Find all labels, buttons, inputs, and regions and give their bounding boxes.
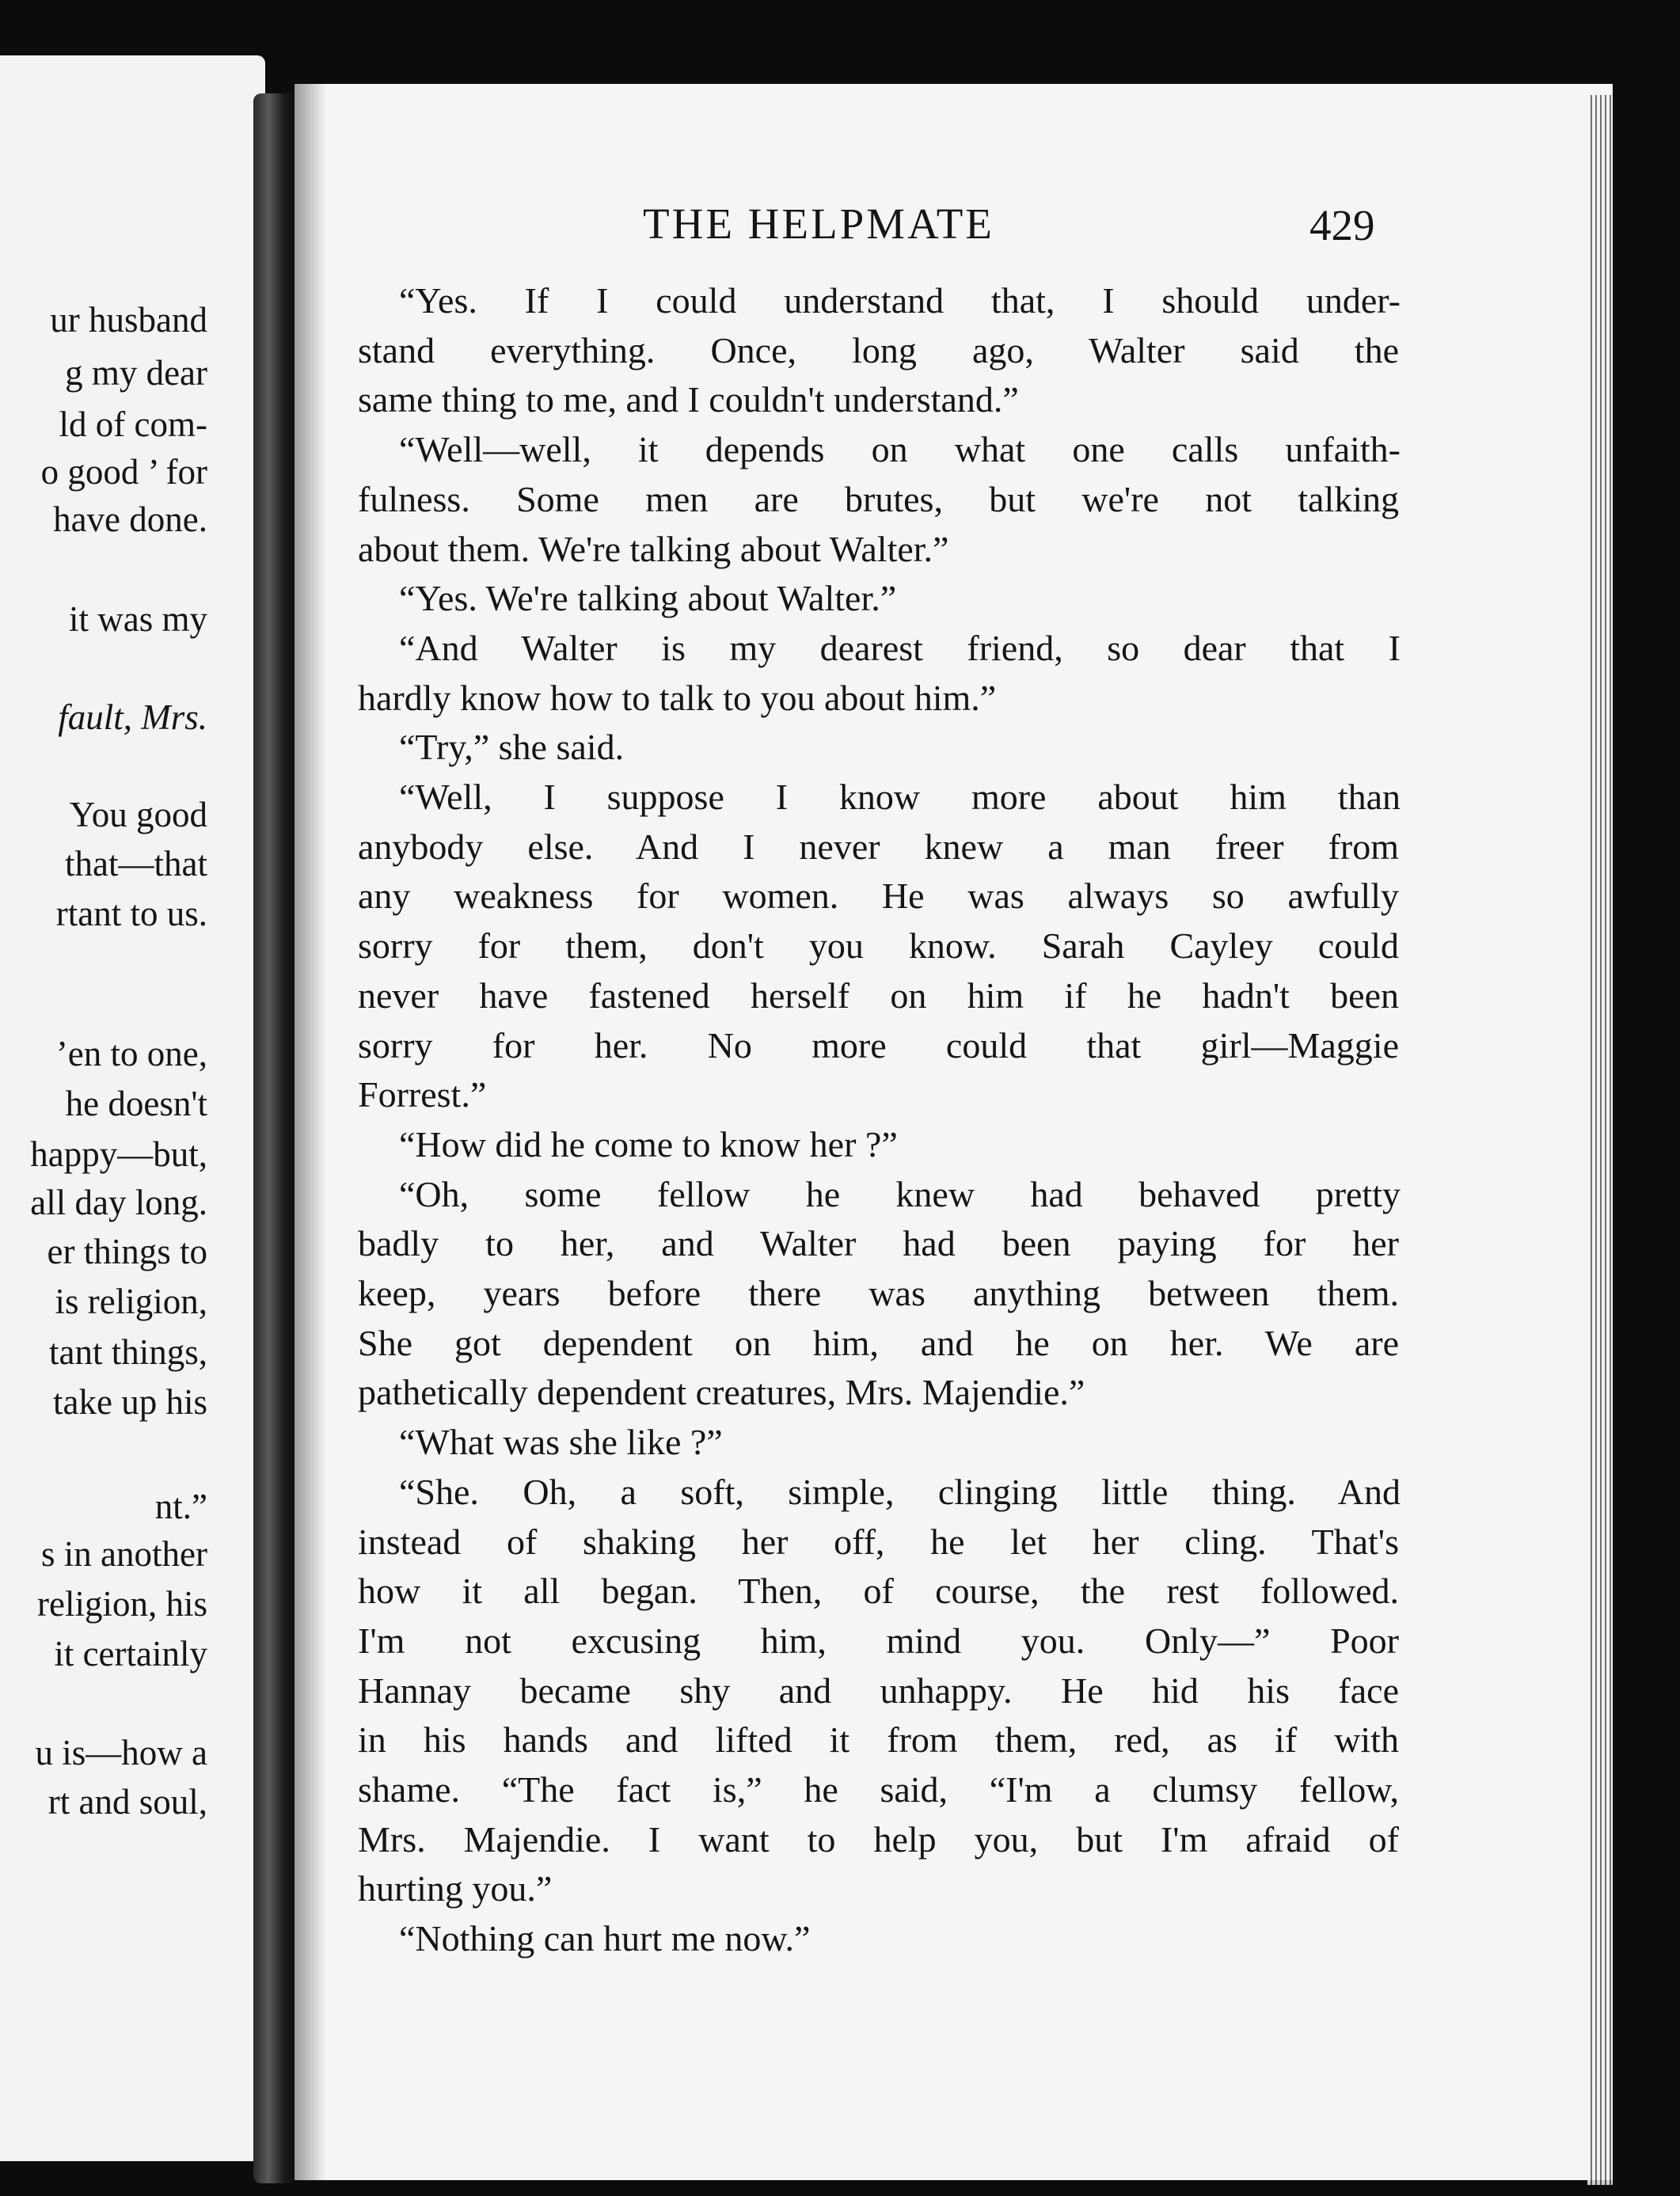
left-page-line: rtant to us. xyxy=(55,894,207,933)
running-title: THE HELPMATE xyxy=(643,199,994,248)
text-line: shame. “The fact is,” he said, “I'm a clumsy fellow, xyxy=(358,1769,1399,1810)
left-page-line: u is—how a xyxy=(35,1733,207,1772)
text-line: “Oh, some fellow he knew had behaved pretty xyxy=(399,1174,1401,1214)
left-page-line: You good xyxy=(69,795,207,834)
left-page-line: it certainly xyxy=(54,1634,207,1674)
left-page-line: tant things, xyxy=(49,1332,207,1372)
left-page-line: that—that xyxy=(65,844,207,883)
text-line: about them. We're talking about Walter.” xyxy=(358,529,949,569)
left-page-line: happy—but, xyxy=(30,1134,207,1174)
text-line: never have fastened herself on him if he hadn't been xyxy=(358,975,1399,1016)
left-page-line: er things to xyxy=(47,1232,207,1271)
text-line: hardly know how to talk to you about him.” xyxy=(358,678,997,718)
text-line: “Yes. If I could understand that, I should under- xyxy=(399,280,1401,321)
text-line: stand everything. Once, long ago, Walter said the xyxy=(358,330,1399,370)
left-page-line: all day long. xyxy=(30,1183,207,1222)
text-line: pathetically dependent creatures, Mrs. Majendie.” xyxy=(358,1372,1085,1412)
text-line: Mrs. Majendie. I want to help you, but I'm afraid of xyxy=(358,1819,1399,1860)
text-line: “Nothing can hurt me now.” xyxy=(399,1918,811,1959)
text-line: keep, years before there was anything between them. xyxy=(358,1273,1399,1313)
text-line: She got dependent on him, and he on her. We are xyxy=(358,1323,1399,1363)
left-page-line: fault, Mrs. xyxy=(58,697,207,737)
text-line: “And Walter is my dearest friend, so dear that I xyxy=(399,628,1401,668)
text-line: “How did he come to know her ?” xyxy=(399,1124,898,1164)
text-line: “Well—well, it depends on what one calls unfaith- xyxy=(399,429,1401,469)
text-line: “Try,” she said. xyxy=(399,727,625,767)
left-page-line: is religion, xyxy=(55,1282,207,1321)
text-line: “What was she like ?” xyxy=(399,1422,723,1462)
text-line: “Yes. We're talking about Walter.” xyxy=(399,578,897,618)
left-page-line: o good ’ for xyxy=(40,452,207,492)
book-gutter xyxy=(253,93,297,2183)
text-line: sorry for them, don't you know. Sarah Cayley could xyxy=(358,925,1399,966)
left-page-line: religion, his xyxy=(37,1584,207,1624)
text-line: fulness. Some men are brutes, but we're not talking xyxy=(358,479,1399,519)
left-page-line: nt.” xyxy=(154,1487,207,1526)
text-line: badly to her, and Walter had been paying for her xyxy=(358,1223,1399,1263)
left-page-line: rt and soul, xyxy=(48,1782,207,1822)
left-page-line: have done. xyxy=(53,500,207,539)
text-line: Forrest.” xyxy=(358,1074,487,1115)
text-line: in his hands and lifted it from them, red, as if with xyxy=(358,1719,1399,1760)
page-edges xyxy=(1587,95,1613,2185)
left-page-line: take up his xyxy=(53,1382,207,1422)
text-line: Hannay became shy and unhappy. He hid his face xyxy=(358,1670,1399,1711)
text-line: hurting you.” xyxy=(358,1868,553,1909)
left-page-line: ’en to one, xyxy=(55,1034,207,1073)
text-line: sorry for her. No more could that girl—Maggie xyxy=(358,1025,1399,1066)
left-page-line: he doesn't xyxy=(65,1084,207,1123)
left-page-line: g my dear xyxy=(65,353,207,393)
text-line: how it all began. Then, of course, the rest followed. xyxy=(358,1571,1399,1611)
text-line: same thing to me, and I couldn't understand.” xyxy=(358,379,1019,420)
text-line: instead of shaking her off, he let her cling. That's xyxy=(358,1522,1399,1562)
left-page-line: it was my xyxy=(69,599,207,639)
left-page-line: ld of com- xyxy=(59,405,207,444)
left-page-line: s in another xyxy=(41,1534,207,1574)
text-line: I'm not excusing him, mind you. Only—” Poor xyxy=(358,1620,1399,1661)
left-page-line: ur husband xyxy=(50,300,207,340)
page-number: 429 xyxy=(1309,201,1375,249)
text-line: “Well, I suppose I know more about him than xyxy=(399,777,1401,817)
text-line: anybody else. And I never knew a man freer from xyxy=(358,826,1399,867)
text-line: “She. Oh, a soft, simple, clinging little thing. And xyxy=(399,1472,1401,1512)
text-line: any weakness for women. He was always so awfully xyxy=(358,876,1399,916)
